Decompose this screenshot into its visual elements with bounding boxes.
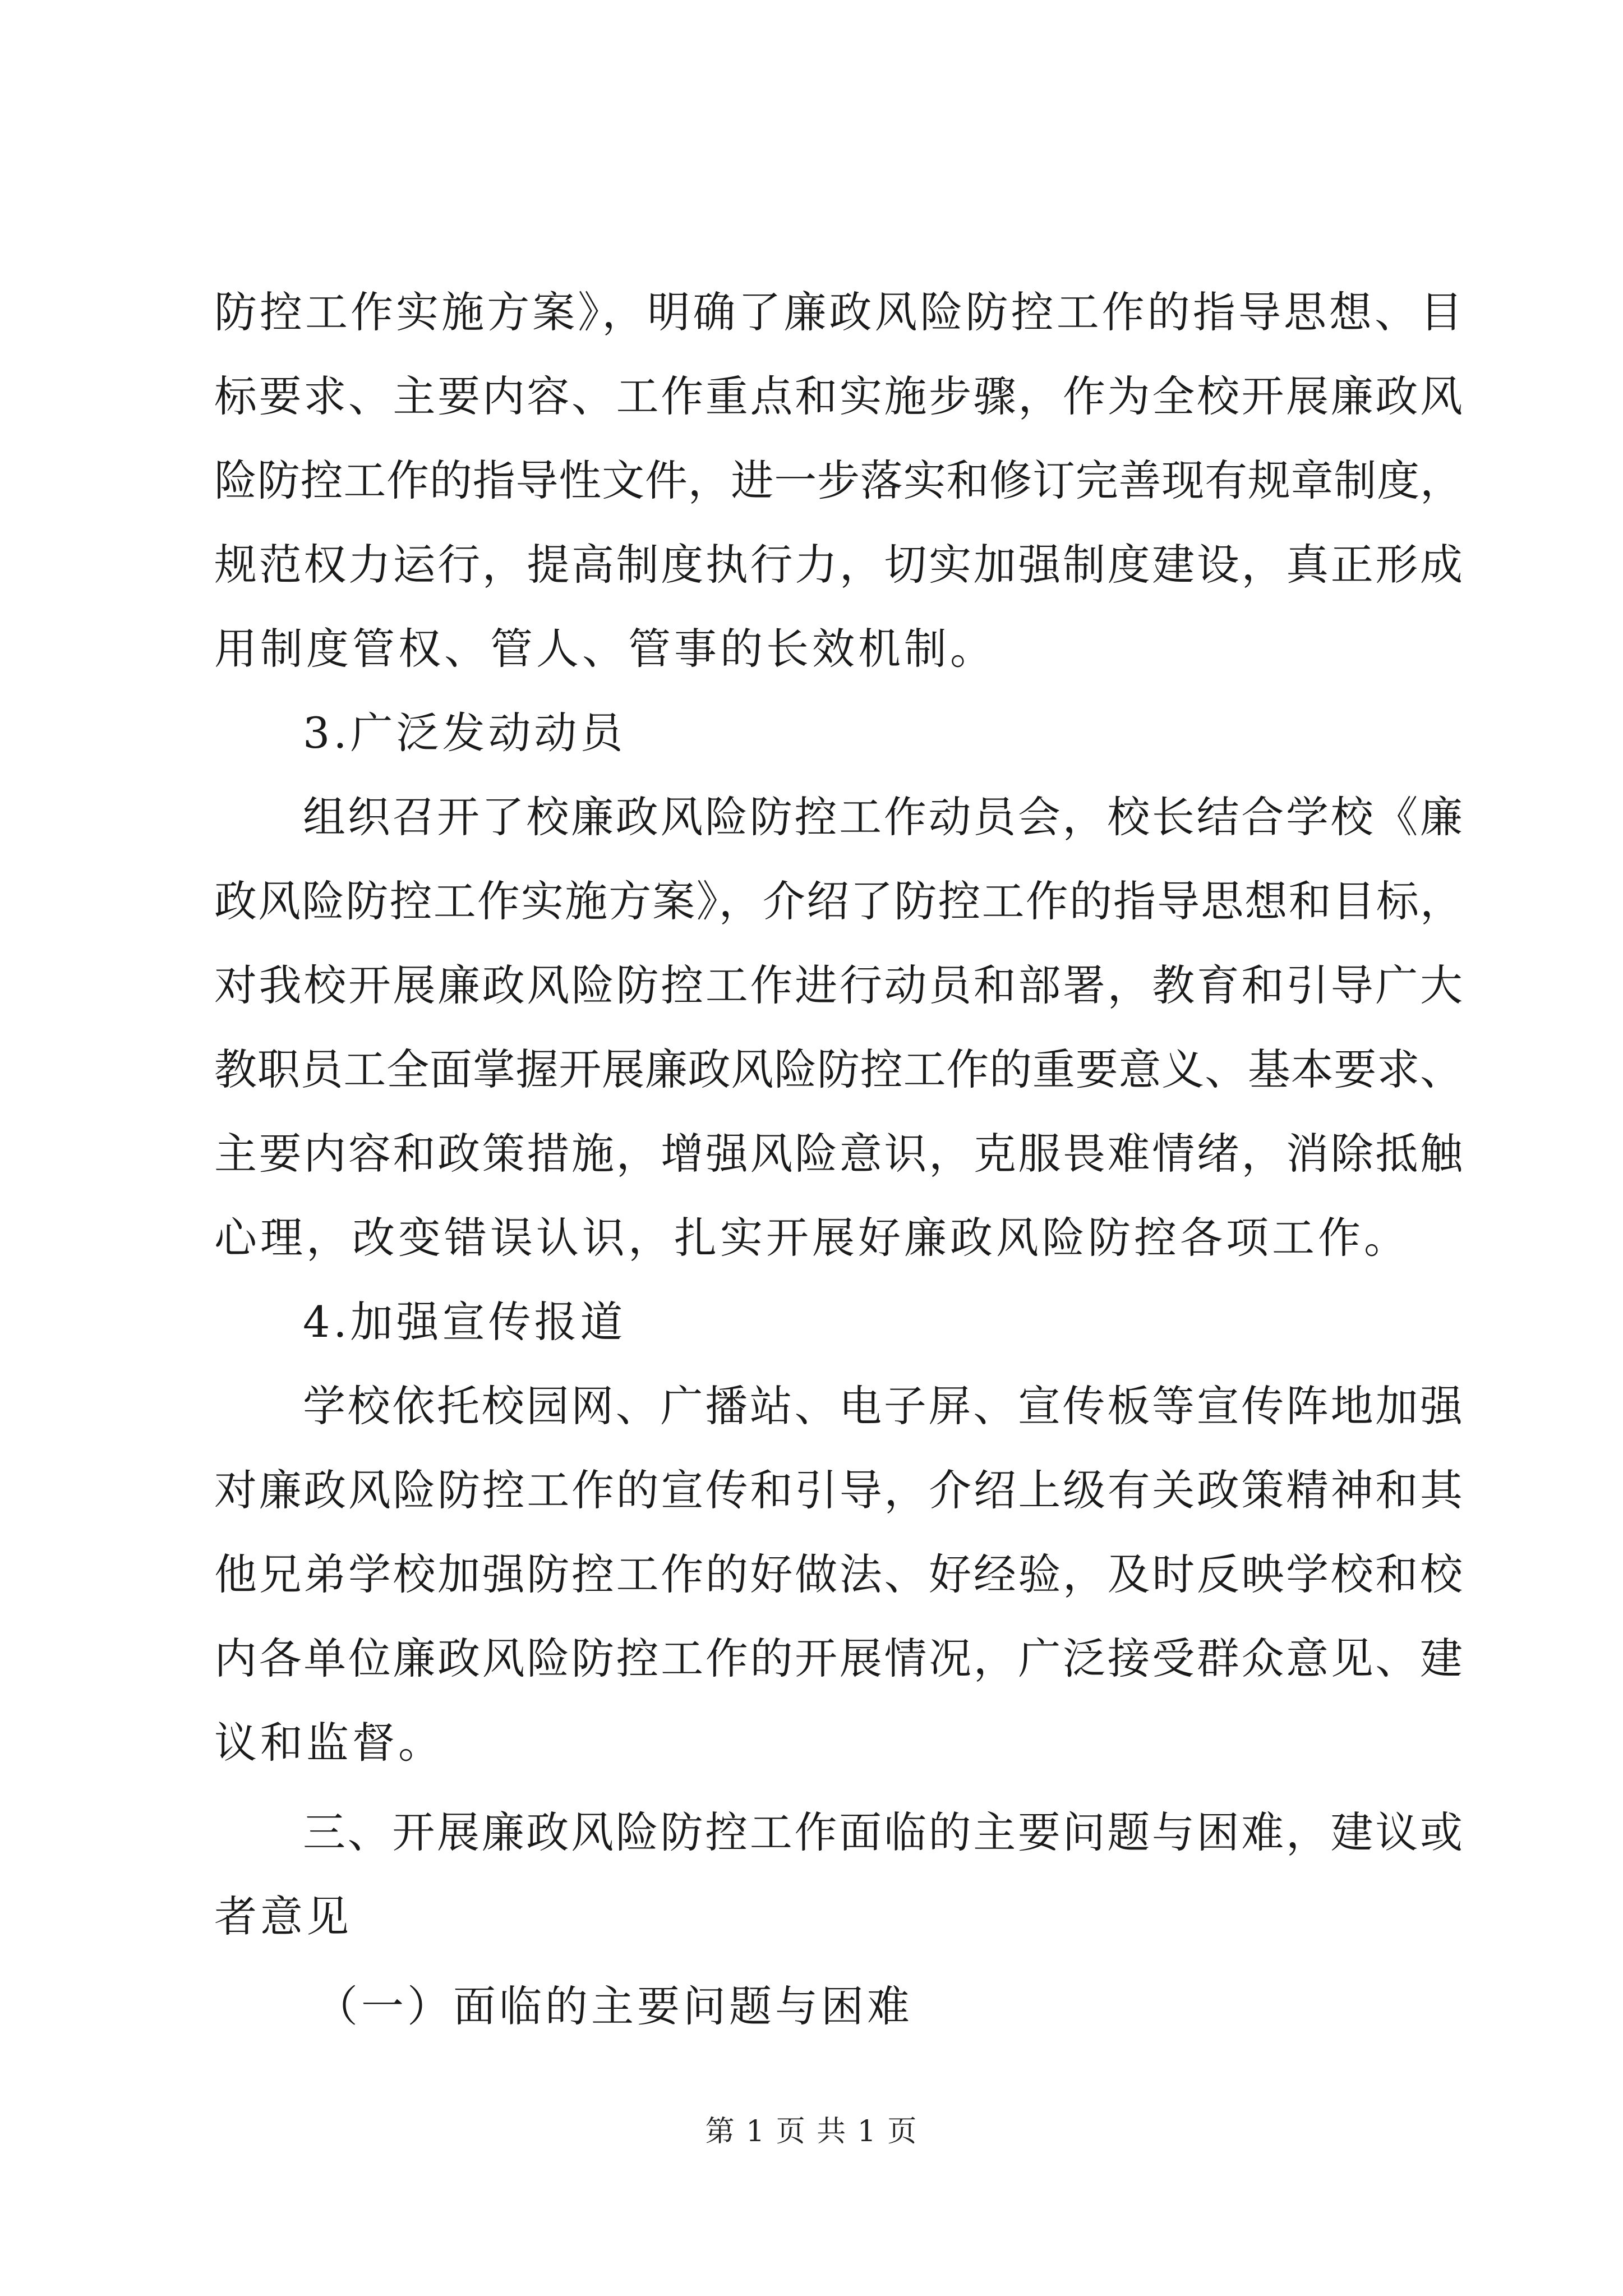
section-heading: 三、开展廉政风险防控工作面临的主要问题与困难，建议或 (303, 1807, 1463, 1857)
text-line: 他兄弟学校加强防控工作的好做法、好经验，及时反映学校和校 (214, 1549, 1463, 1599)
section-heading: 者意见 (214, 1892, 352, 1941)
text-line: 规范权力运行，提高制度执行力，切实加强制度建设，真正形成 (214, 540, 1463, 590)
text-line: 学校依托校园网、广播站、电子屏、宣传板等宣传阵地加强 (303, 1381, 1463, 1431)
text-line: 标要求、主要内容、工作重点和实施步骤，作为全校开展廉政风 (214, 371, 1463, 421)
text-line: 内各单位廉政风险防控工作的开展情况，广泛接受群众意见、建 (214, 1634, 1463, 1683)
page-footer: 第 1 页 共 1 页 (705, 2115, 918, 2148)
subsection-heading: （一）面临的主要问题与困难 (315, 1981, 913, 2031)
text-line: 对我校开展廉政风险防控工作进行动员和部署，教育和引导广大 (214, 960, 1463, 1010)
text-line: 组织召开了校廉政风险防控工作动员会，校长结合学校《廉 (303, 792, 1463, 842)
text-line: 议和监督。 (214, 1718, 444, 1768)
text-line: 教职员工全面掌握开展廉政风险防控工作的重要意义、基本要求、 (214, 1045, 1463, 1094)
section-heading: 4.加强宣传报道 (303, 1297, 626, 1347)
section-heading: 3.广泛发动动员 (303, 708, 626, 758)
text-line: 主要内容和政策措施，增强风险意识，克服畏难情绪，消除抵触 (214, 1129, 1463, 1179)
text-line: 险防控工作的指导性文件，进一步落实和修订完善现有规章制度， (214, 455, 1463, 505)
text-line: 政风险防控工作实施方案》，介绍了防控工作的指导思想和目标， (214, 876, 1463, 926)
text-line: 心理，改变错误认识，扎实开展好廉政风险防控各项工作。 (214, 1213, 1410, 1263)
text-line: 防控工作实施方案》，明确了廉政风险防控工作的指导思想、目 (214, 287, 1463, 337)
text-line: 对廉政风险防控工作的宣传和引导，介绍上级有关政策精神和其 (214, 1465, 1463, 1515)
text-line: 用制度管权、管人、管事的长效机制。 (214, 624, 996, 674)
